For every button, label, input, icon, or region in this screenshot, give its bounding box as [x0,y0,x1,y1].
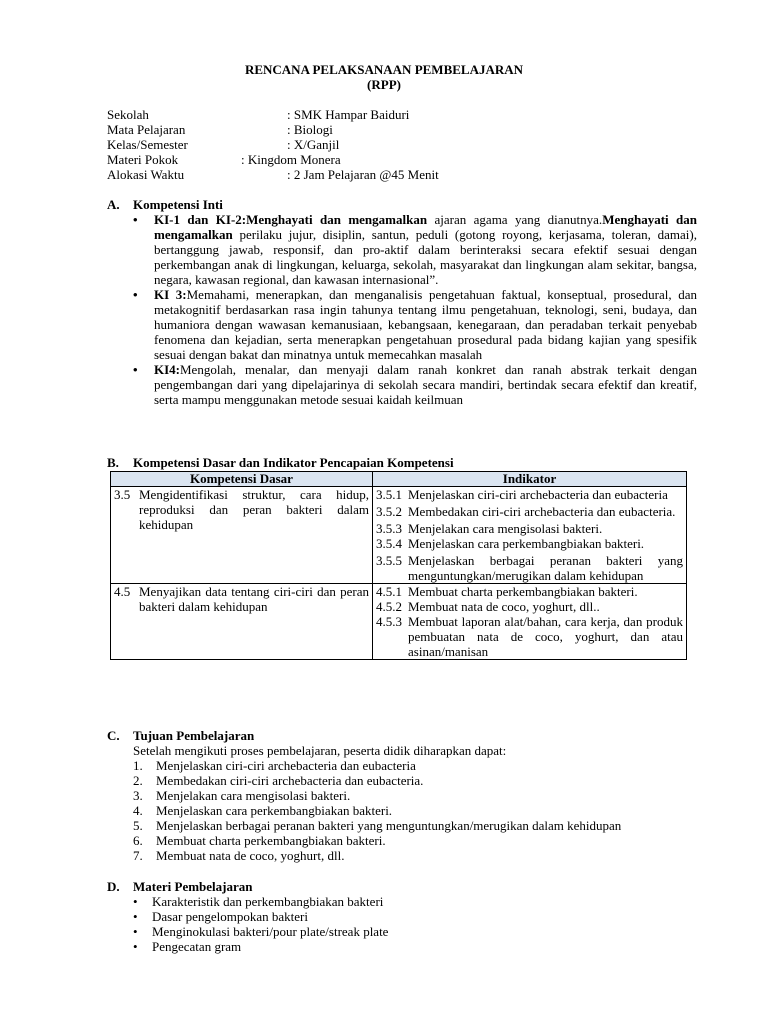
ki-text: Mengolah, menalar, dan menyaji dalam ranah konkret dan ranah abstrak terkait dengan pengembangan dari yang dipelajarinya di sekolah secara mandiri, bertindak secara efektif dan kreatif, serta mampu menggunakan metode sesuai kaidah keilmuan [154,362,697,407]
section-d-heading [107,879,252,894]
indicator-number: 4.5.3 [376,614,402,629]
indicator-number: 3.5.5 [376,553,402,568]
list-number: 7. [133,848,143,863]
list-text: Menjelaskan berbagai peranan bakteri yang menguntungkan/merugikan dalam kehidupan [156,818,622,833]
identity-label: Mata Pelajaran [107,122,186,137]
identity-value: : 2 Jam Pelajaran @45 Menit [287,167,439,182]
table-header-row [111,472,687,487]
section-a-heading [107,197,223,212]
identity-value: : SMK Hampar Baiduri [287,107,410,122]
document-title: RENCANA PELAKSANAAN PEMBELAJARAN [244,62,524,77]
list-number: 6. [133,833,143,848]
section-title: Kompetensi Inti [133,197,223,212]
indicator-number: 3.5.3 [376,521,402,536]
kd-text: Mengidentifikasi struktur, cara hidup, reproduksi dan peran bakteri dalam kehidupan [139,487,369,532]
kd-number: 4.5 [114,584,131,599]
list-item [133,803,703,818]
indicator-item [376,536,683,551]
indicator-number: 3.5.4 [376,536,402,551]
list-number: 4. [133,803,143,818]
indicator-text: Menjelaskan ciri-ciri archebacteria dan eubacteria [408,487,668,502]
section-title: Tujuan Pembelajaran [133,728,255,743]
list-number: 1. [133,758,143,773]
section-letter: B. [107,455,119,470]
ki-bold-label: KI-1 dan KI-2:Menghayati dan mengamalkan [154,212,428,227]
table-row [111,487,687,584]
ki-3-item [133,287,697,362]
identity-label: Sekolah [107,107,149,122]
kompetensi-inti-list [133,212,697,407]
section-letter: D. [107,879,120,894]
list-item [133,848,703,863]
indicator-text: Membuat laporan alat/bahan, cara kerja, dan produk pembuatan nata de coco, yoghurt, dan atau asinan/manisan [408,614,683,659]
indicator-text: Membuat nata de coco, yoghurt, dll.. [408,599,600,614]
indicator-number: 4.5.2 [376,599,402,614]
indicator-text: Menjelaskan cara perkembangbiakan bakteri. [408,536,645,551]
tujuan-block [133,743,703,758]
ki-text: Memahami, menerapkan, dan menganalisis pengetahuan faktual, konseptual, prosedural, dan metakognitif berdasarkan rasa ingin tahunya tentang ilmu pengetahuan, teknologi, seni, budaya, dan humaniora dengan wawasan kemanusiaan, kebangsaan, kenegaraan, dan peradaban terkait penyebab fenomena dan kejadian, serta menerapkan pengetahuan prosedural pada bidang kajian yang spesifik sesuai dengan bakat dan minatnya untuk memecahkan masalah [154,287,697,362]
indicator-text: Menjelaskan berbagai peranan bakteri yang menguntungkan/merugikan dalam kehidupan [408,553,683,583]
list-item [133,788,703,803]
identity-value: : Kingdom Monera [241,152,341,167]
list-text: Membuat charta perkembangbiakan bakteri. [156,833,386,848]
ki-text: perilaku jujur, disiplin, santun, peduli (gotong royong, kerjasama, toleran, damai), bertanggung jawab, responsif, dan pro-aktif dalam berinteraksi secara efektif sesuai dengan perkembangan anak di lingkungan, keluarga, sekolah, masyarakat dan lingkungan alam sekitar, bangsa, negara, kawasan regional, dan kawasan internasional”. [154,227,697,287]
indicator-item [376,599,683,614]
table-header-kd: Kompetensi Dasar [111,472,373,487]
section-b-heading [107,455,454,470]
list-item: • Menginokulasi bakteri/pour plate/streak plate [133,924,703,939]
section-c-heading [107,728,254,743]
list-item [133,773,703,788]
list-text: Menjelaskan cara perkembangbiakan bakteri. [156,803,393,818]
section-title: Kompetensi Dasar dan Indikator Pencapaian Kompetensi [133,455,454,470]
tujuan-list [133,758,703,863]
indicator-cell [373,584,687,660]
kd-text: Menyajikan data tentang ciri-ciri dan peran bakteri dalam kehidupan [139,584,369,614]
indicator-item [376,504,683,519]
indicator-cell [373,487,687,584]
indicator-number: 4.5.1 [376,584,402,599]
ki-1-2-item [133,212,697,287]
kd-cell [111,487,373,584]
kd-number: 3.5 [114,487,131,502]
list-text: Membuat nata de coco, yoghurt, dll. [156,848,345,863]
kd-cell [111,584,373,660]
table-row [111,584,687,660]
kd-indicator-table [110,471,687,660]
ki-4-item [133,362,697,407]
indicator-text: Menjelakan cara mengisolasi bakteri. [408,521,603,536]
table-header-indicator: Indikator [373,472,687,487]
identity-value: : Biologi [287,122,333,137]
list-item: • Dasar pengelompokan bakteri [133,909,703,924]
indicator-item [376,584,683,599]
identity-label: Materi Pokok [107,152,179,167]
identity-label: Kelas/Semester [107,137,188,152]
indicator-text: Membuat charta perkembangbiakan bakteri. [408,584,638,599]
list-item [133,818,703,833]
ki-bold-label: KI4: [154,362,180,377]
indicator-item [376,553,683,583]
list-item: • Pengecatan gram [133,939,703,954]
list-item: • Karakteristik dan perkembangbiakan bakteri [133,894,703,909]
list-number: 2. [133,773,143,788]
indicator-item [376,521,683,536]
indicator-number: 3.5.1 [376,487,402,502]
list-text: Membedakan ciri-ciri archebacteria dan eubacteria. [156,773,424,788]
document-subtitle: (RPP) [367,77,401,92]
indicator-item [376,614,683,659]
ki-bold-label: KI 3: [154,287,187,302]
list-item [133,833,703,848]
tujuan-intro: Setelah mengikuti proses pembelajaran, peserta didik diharapkan dapat: [133,743,507,758]
indicator-item [376,487,683,502]
section-title: Materi Pembelajaran [133,879,253,894]
identity-label: Alokasi Waktu [107,167,185,182]
section-letter: C. [107,728,120,743]
ki-bold-label: Menghayati dan mengamalkan [154,212,697,242]
list-text: Menjelaskan ciri-ciri archebacteria dan eubacteria [156,758,416,773]
list-text: Menjelakan cara mengisolasi bakteri. [156,788,351,803]
identity-value: : X/Ganjil [287,137,340,152]
list-number: 3. [133,788,143,803]
section-letter: A. [107,197,120,212]
list-item [133,758,703,773]
list-number: 5. [133,818,143,833]
indicator-text: Membedakan ciri-ciri archebacteria dan eubacteria. [408,504,676,519]
materi-list [133,894,703,954]
indicator-number: 3.5.2 [376,504,402,519]
ki-text: ajaran agama yang dianutnya. [427,212,603,227]
